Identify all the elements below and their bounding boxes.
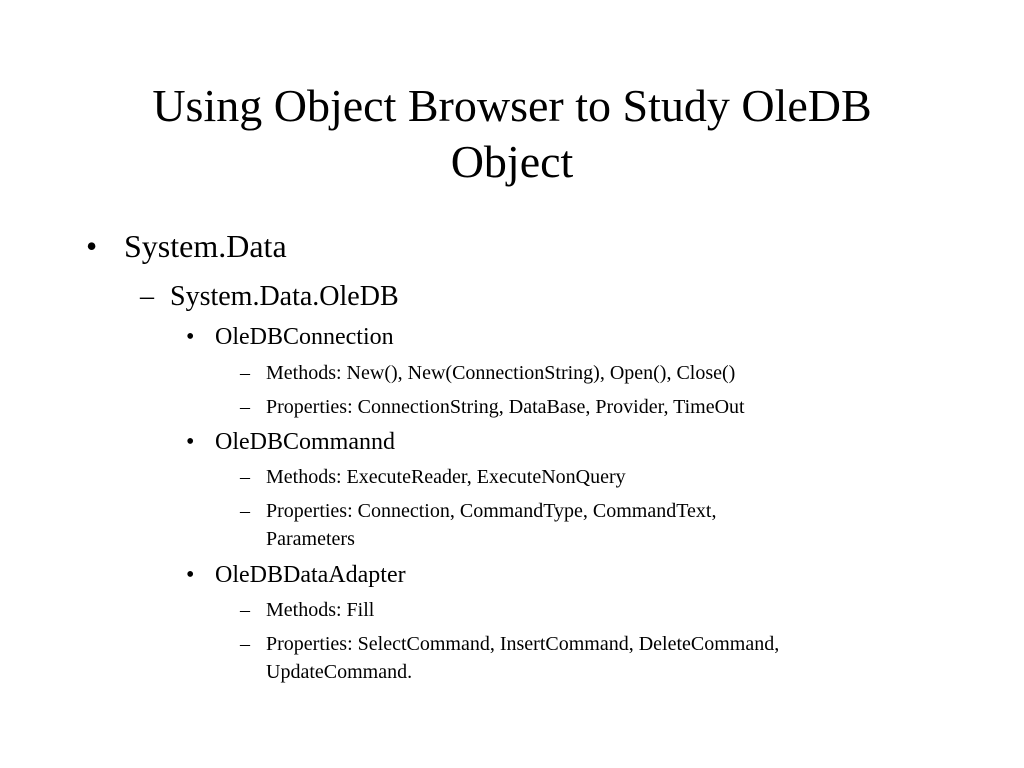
bullet-text: Methods: ExecuteReader, ExecuteNonQuery [266, 466, 626, 488]
bullet-mark: • [186, 562, 195, 588]
dash-mark: – [240, 466, 250, 488]
dash-mark: – [240, 599, 250, 621]
slide-title [60, 78, 964, 190]
title-line-1: Using Object Browser to Study OleDB [152, 80, 872, 131]
bullet-mark: • [86, 228, 98, 264]
title-line-2: Object [450, 136, 574, 187]
dash-mark: – [240, 362, 250, 384]
dash-mark: – [140, 281, 154, 312]
bullet-text: Properties: SelectCommand, InsertCommand, DeleteCommand, [266, 633, 780, 655]
bullet-text: OleDBCommannd [215, 429, 395, 455]
bullet-text: Methods: Fill [266, 599, 375, 621]
dash-mark: – [240, 500, 250, 522]
bullet-text-continued: Parameters [266, 528, 355, 550]
bullet-text: System.Data.OleDB [170, 281, 399, 312]
bullet-text: Methods: New(), New(ConnectionString), Open(), Close() [266, 362, 736, 384]
bullet-mark: • [186, 429, 195, 455]
bullet-text: OleDBDataAdapter [215, 562, 406, 588]
bullet-text-continued: UpdateCommand. [266, 661, 413, 683]
bullet-text: System.Data [124, 228, 287, 264]
bullet-text: Properties: Connection, CommandType, CommandText, [266, 500, 717, 522]
bullet-text: OleDBConnection [215, 324, 394, 350]
bullet-mark: • [186, 324, 195, 350]
dash-mark: – [240, 396, 250, 418]
bullet-text: Properties: ConnectionString, DataBase, Provider, TimeOut [266, 396, 745, 418]
dash-mark: – [240, 633, 250, 655]
